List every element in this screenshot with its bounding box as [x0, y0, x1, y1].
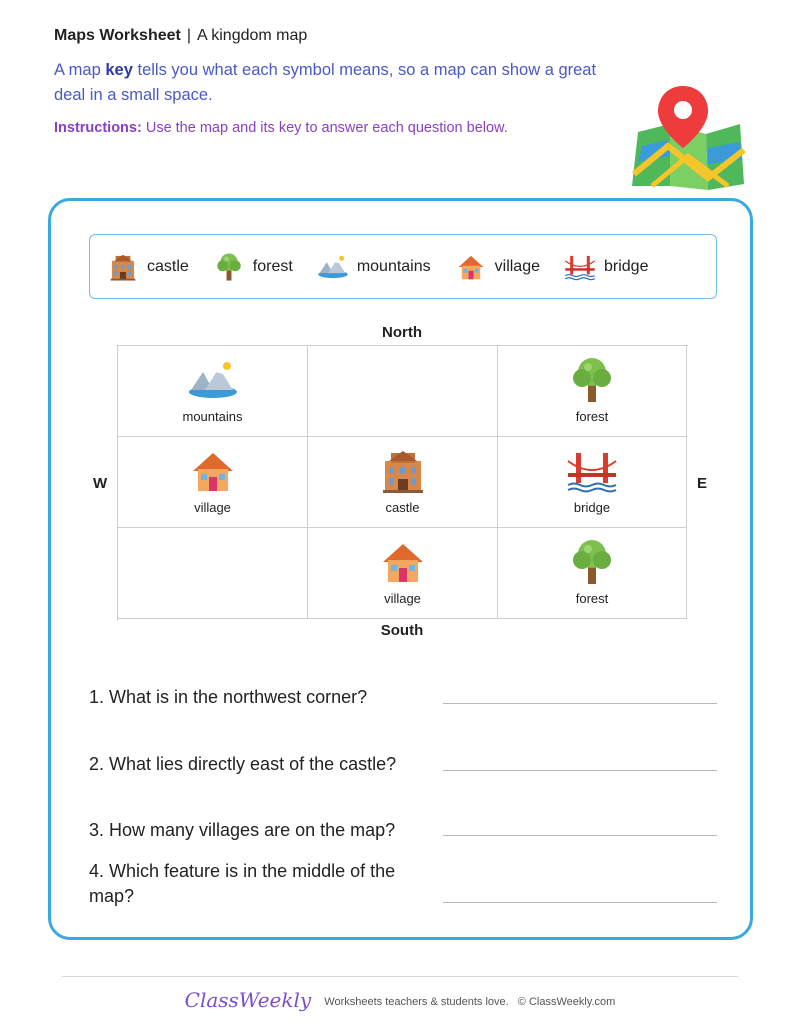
- map-cell-west: [118, 437, 308, 528]
- mountains-icon: [317, 251, 349, 283]
- map-cell-label: forest: [575, 409, 609, 424]
- tree-icon: [566, 536, 618, 588]
- page-title: [54, 27, 307, 45]
- compass-north-label: North: [382, 324, 422, 341]
- question-2: 2. What lies directly east of the castle?: [89, 754, 397, 774]
- key-label: mountains: [356, 257, 431, 275]
- answer-line-1[interactable]: [443, 703, 717, 704]
- key-item-bridge: [564, 251, 648, 283]
- brand-logo: ClassWeekly: [184, 988, 312, 1012]
- castle-icon: [377, 445, 429, 497]
- compass-west-label: W: [93, 475, 108, 492]
- folded-map-icon: [628, 86, 748, 190]
- kingdom-map-grid: [117, 345, 688, 621]
- key-label: forest: [252, 257, 293, 275]
- compass-south-label: South: [380, 622, 424, 639]
- map-cell-southeast: [498, 528, 687, 619]
- worksheet-type: Maps Worksheet: [54, 27, 181, 44]
- title-separator: |: [186, 27, 192, 44]
- mountains-icon: [187, 354, 239, 406]
- tree-icon: [213, 251, 245, 283]
- map-cell-northeast: [498, 346, 687, 437]
- map-cell-label: village: [194, 500, 231, 515]
- footer-copyright: © ClassWeekly.com: [517, 996, 616, 1008]
- key-item-forest: [213, 251, 293, 283]
- map-cell-east: [498, 437, 687, 528]
- house-icon: [187, 445, 239, 497]
- answer-line-4[interactable]: [443, 902, 717, 903]
- question-1: 1. What is in the northwest corner?: [89, 687, 368, 707]
- intro-keyword: key: [105, 61, 133, 79]
- map-cell-label: forest: [575, 591, 609, 606]
- key-item-mountains: [317, 251, 431, 283]
- castle-icon: [107, 251, 139, 283]
- instructions-label: Instructions:: [54, 120, 142, 136]
- map-cell-center: [308, 437, 498, 528]
- answer-line-2[interactable]: [443, 770, 717, 771]
- compass-east-label: E: [697, 475, 708, 492]
- footer: [0, 988, 800, 1012]
- question-4: 4. Which feature is in the middle of the map?: [89, 861, 396, 906]
- key-label: village: [494, 257, 540, 275]
- answer-line-3[interactable]: [443, 835, 717, 836]
- map-cell-southwest: [118, 528, 308, 619]
- footer-tagline: Worksheets teachers & students love.: [324, 996, 509, 1008]
- map-cell-label: castle: [385, 500, 420, 515]
- footer-divider: [62, 976, 738, 977]
- worksheet-topic: A kingdom map: [197, 27, 308, 44]
- map-card: [48, 198, 753, 940]
- intro-part1: A map: [54, 61, 106, 79]
- map-key: [89, 234, 717, 299]
- instructions-text: Use the map and its key to answer each question below.: [141, 120, 508, 136]
- intro-text: [54, 58, 614, 108]
- key-item-castle: [107, 251, 189, 283]
- key-label: castle: [147, 257, 189, 275]
- key-item-village: [455, 251, 540, 283]
- map-cell-label: village: [384, 591, 421, 606]
- key-label: bridge: [604, 257, 649, 275]
- bridge-icon: [564, 251, 596, 283]
- map-cell-label: bridge: [573, 500, 611, 515]
- intro-part2: tells you what each symbol means, so a map can show a great deal in a small space.: [54, 61, 597, 104]
- map-cell-label: mountains: [182, 409, 243, 424]
- bridge-icon: [566, 445, 618, 497]
- instructions: [54, 120, 508, 136]
- map-cell-northwest: [118, 346, 308, 437]
- map-cell-north: [308, 346, 498, 437]
- house-icon: [455, 251, 487, 283]
- house-icon: [377, 536, 429, 588]
- tree-icon: [566, 354, 618, 406]
- map-cell-south: [308, 528, 498, 619]
- question-3: 3. How many villages are on the map?: [89, 820, 396, 840]
